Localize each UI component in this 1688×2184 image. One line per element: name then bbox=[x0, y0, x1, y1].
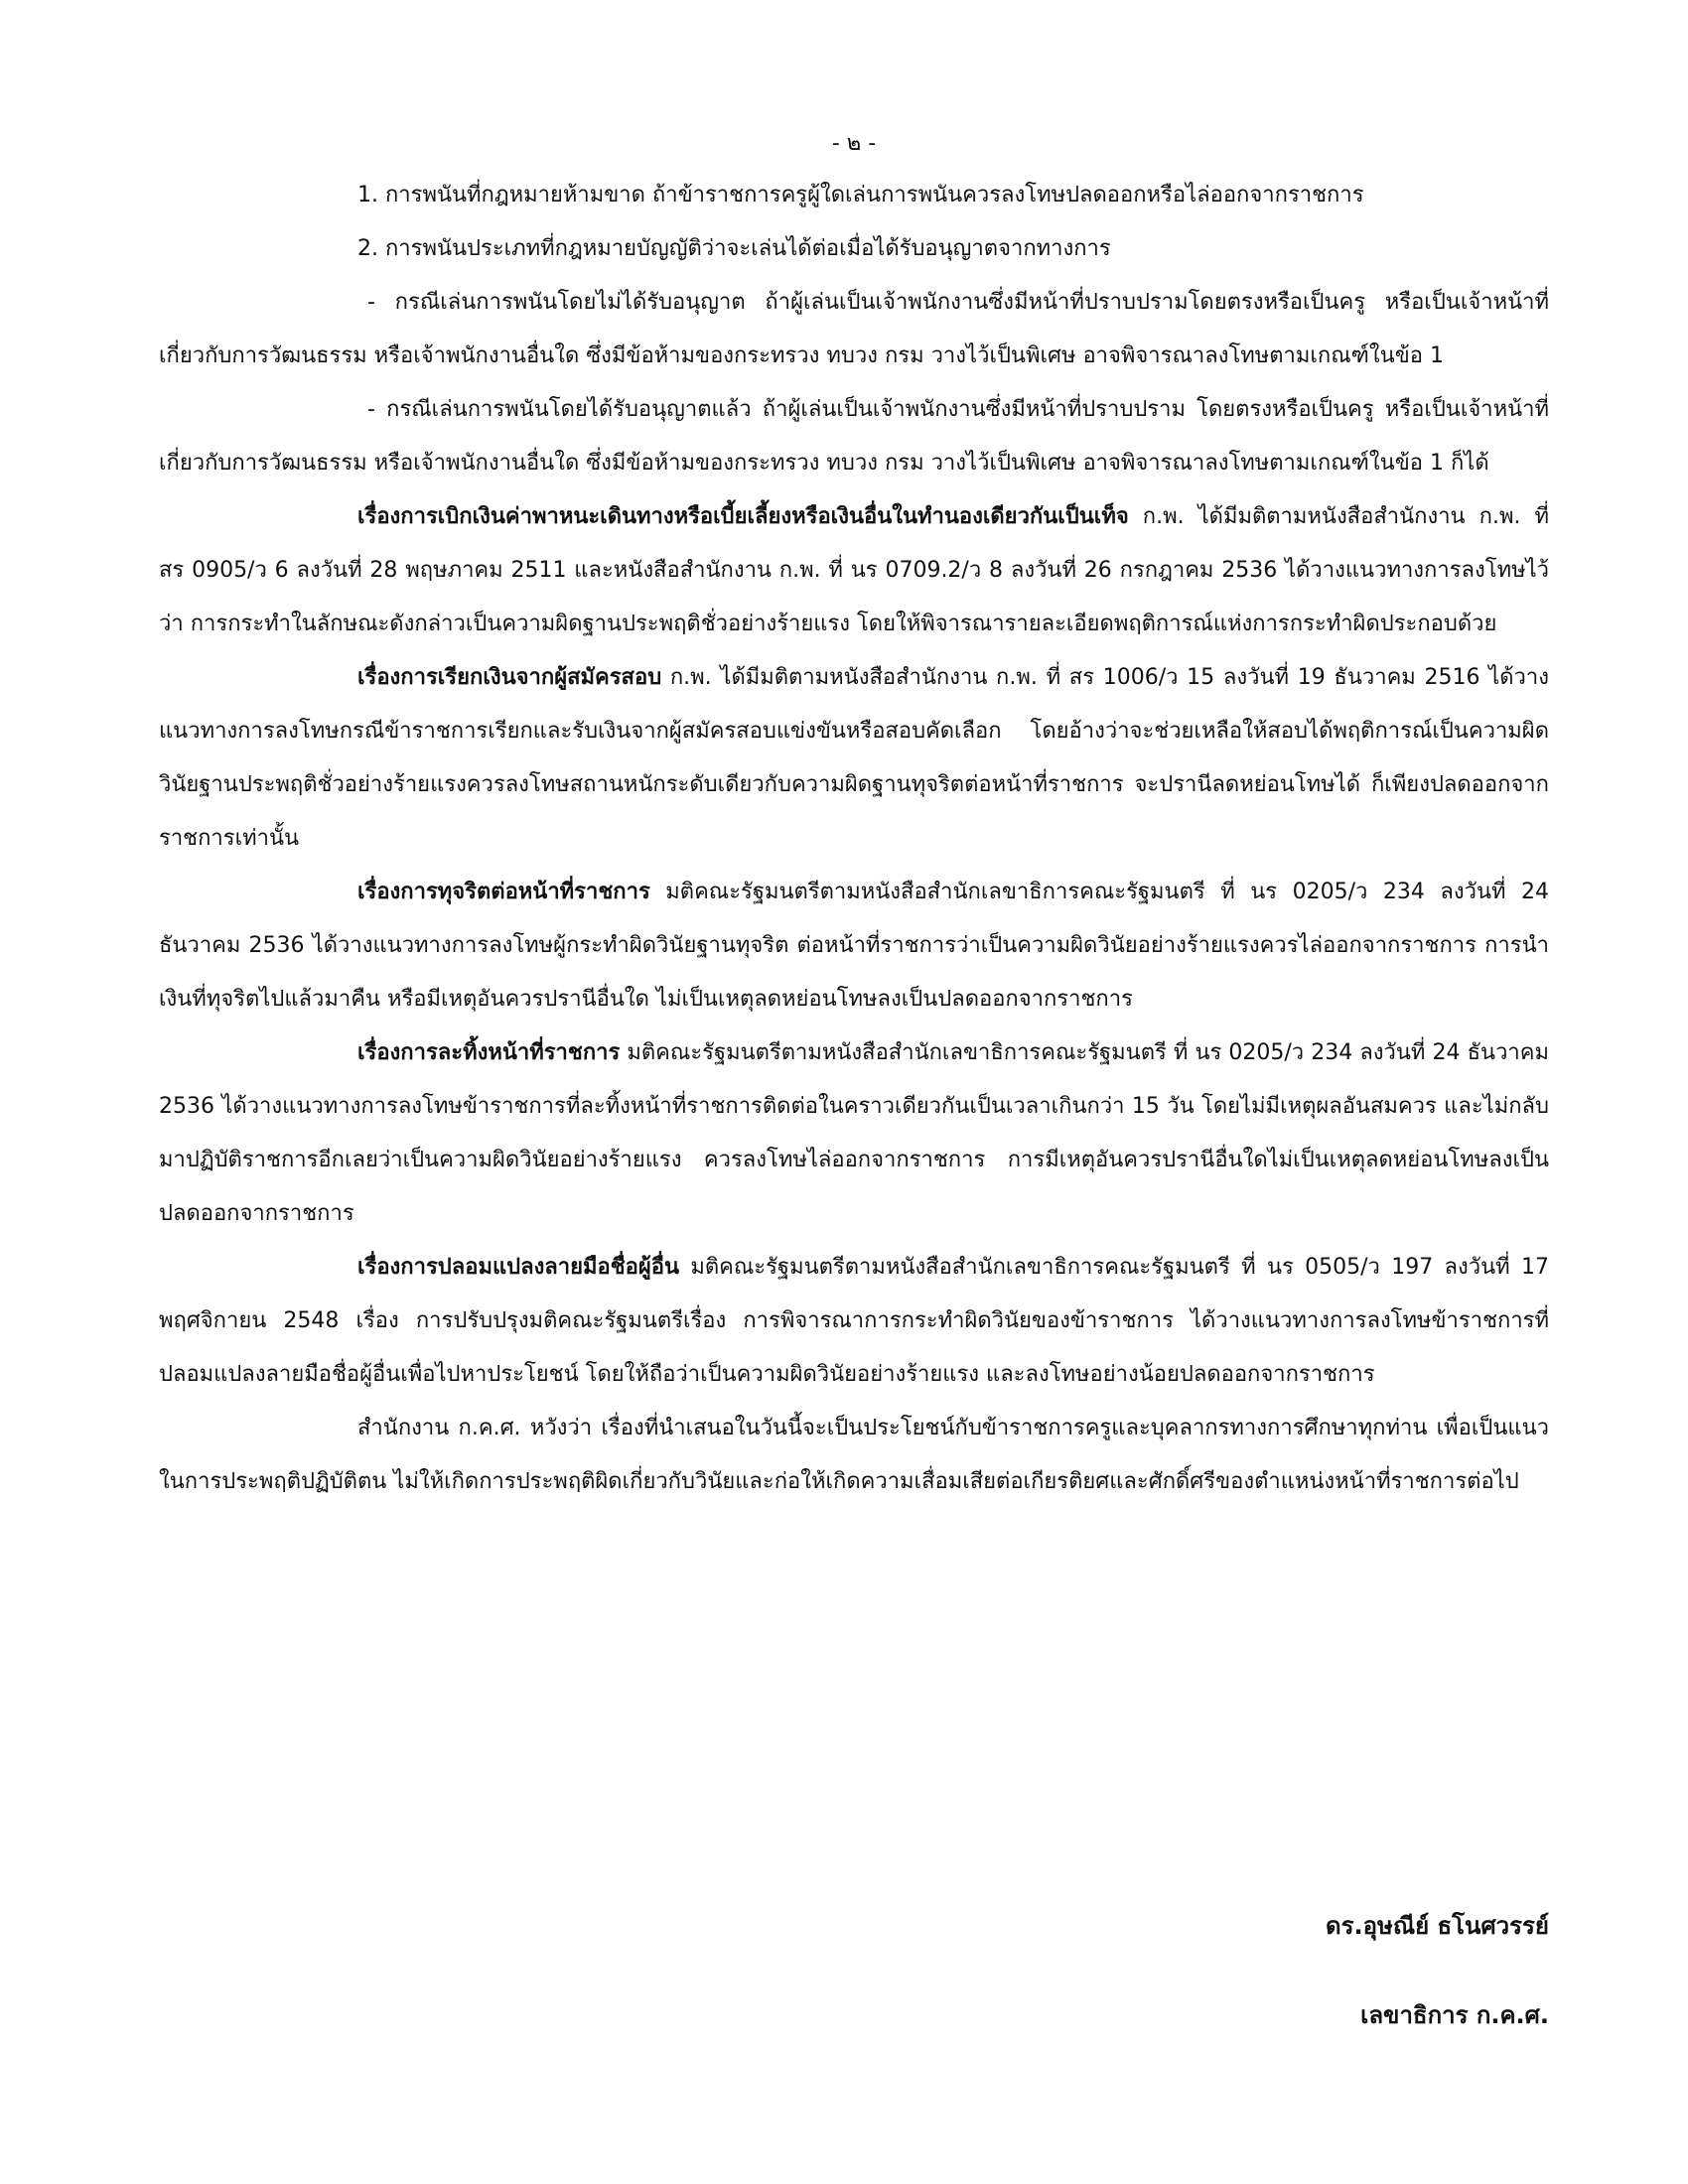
sub-item-1: - กรณีเล่นการพนันโดยไม่ได้รับอนุญาต ถ้าผู้เล่นเป็นเจ้าพนักงานซึ่งมีหน้าที่ปราบปรามโดยตรงหรือเป็นครู หรือเป็นเจ้าหน้าที่เกี่ยวกับการวัฒนธรรม หรือเจ้าพนักงานอื่นใด ซึ่งมีข้อห้ามของกระทรวง ทบวง กรม วางไว้เป็นพิเศษ อาจพิจารณาลงโทษตามเกณฑ์ในข้อ 1 bbox=[159, 290, 1549, 368]
topic-heading: เรื่องการทุจริตต่อหน้าที่ราชการ bbox=[357, 880, 650, 904]
topic-abandon-duty bbox=[159, 1026, 1549, 1241]
item-1: 1. การพนันที่กฎหมายห้ามขาด ถ้าข้าราชการครูผู้ใดเล่นการพนันควรลงโทษปลดออกหรือไล่ออกจากราชการ bbox=[357, 183, 1364, 207]
topic-body: ก.พ. ได้มีมติตามหนังสือสำนักงาน ก.พ. ที่ สร 0905/ว 6 ลงวันที่ 28 พฤษภาคม 2511 และหนังสือสำนักงาน ก.พ. ที่ นร 0709.2/ว 8 ลงวันที่ 26 กรกฎาคม 2536 ได้วางแนวทางการลงโทษไว้ว่า การกระทำในลักษณะดังกล่าวเป็นความผิดฐานประพฤติชั่วอย่างร้ายแรง โดยให้พิจารณารายละเอียดพฤติการณ์แห่งการกระทำผิดประกอบด้วย bbox=[159, 504, 1549, 636]
topic-exam-money bbox=[159, 651, 1549, 866]
signature-title: เลขาธิการ ก.ค.ศ. bbox=[1360, 2001, 1549, 2029]
topic-heading: เรื่องการปลอมแปลงลายมือชื่อผู้อื่น bbox=[357, 1255, 680, 1280]
topic-body: มติคณะรัฐมนตรีตามหนังสือสำนักเลขาธิการคณะรัฐมนตรี ที่ นร 0205/ว 234 ลงวันที่ 24 ธันวาคม 2536 ได้วางแนวทางการลงโทษผู้กระทำผิดวินัยฐานทุจริต ต่อหน้าที่ราชการว่าเป็นความผิดวินัยอย่างร้ายแรงควรไล่ออกจากราชการ การนำเงินที่ทุจริตไปแล้วมาคืน หรือมีเหตุอันควรปรานีอื่นใด ไม่เป็นเหตุลดหย่อนโทษลงเป็นปลดออกจากราชการ bbox=[159, 880, 1549, 1012]
topic-travel-allowance bbox=[159, 490, 1549, 651]
topic-body: ก.พ. ได้มีมติตามหนังสือสำนักงาน ก.พ. ที่ สร 1006/ว 15 ลงวันที่ 19 ธันวาคม 2516 ได้วางแนวทางการลงโทษกรณีข้าราชการเรียกและรับเงินจากผู้สมัครสอบแข่งขันหรือสอบคัดเลือก โดยอ้างว่าจะช่วยเหลือให้สอบได้พฤติการณ์เป็นความผิดวินัยฐานประพฤติชั่วอย่างร้ายแรงควรลงโทษสถานหนักระดับเดียวกับความผิดฐานทุจริตต่อหน้าที่ราชการ จะปรานีลดหย่อนโทษได้ ก็เพียงปลดออกจากราชการเท่านั้น bbox=[159, 665, 1549, 851]
item-2: 2. การพนันประเภทที่กฎหมายบัญญัติว่าจะเล่นได้ต่อเมื่อได้รับอนุญาตจากทางการ bbox=[357, 236, 1111, 261]
topic-heading: เรื่องการเรียกเงินจากผู้สมัครสอบ bbox=[357, 665, 662, 690]
topic-forgery bbox=[159, 1241, 1549, 1402]
topic-corruption bbox=[159, 866, 1549, 1026]
sub-item-2: - กรณีเล่นการพนันโดยได้รับอนุญาตแล้ว ถ้าผู้เล่นเป็นเจ้าพนักงานซึ่งมีหน้าที่ปราบปราม โดยตรงหรือเป็นครู หรือเป็นเจ้าหน้าที่เกี่ยวกับการวัฒนธรรม หรือเจ้าพนักงานอื่นใด ซึ่งมีข้อห้ามของกระทรวง ทบวง กรม วางไว้เป็นพิเศษ อาจพิจารณาลงโทษตามเกณฑ์ในข้อ 1 ก็ได้ bbox=[159, 397, 1549, 476]
document-page bbox=[159, 119, 1549, 2144]
closing-paragraph: สำนักงาน ก.ค.ศ. หวังว่า เรื่องที่นำเสนอในวันนี้จะเป็นประโยชน์กับข้าราชการครูและบุคลากรทางการศึกษาทุกท่าน เพื่อเป็นแนวในการประพฤติปฏิบัติตน ไม่ให้เกิดการประพฤติผิดเกี่ยวกับวินัยและก่อให้เกิดความเสื่อมเสียต่อเกียรติยศและศักดิ์ศรีของตำแหน่งหน้าที่ราชการต่อไป bbox=[159, 1416, 1549, 1494]
topic-body: มติคณะรัฐมนตรีตามหนังสือสำนักเลขาธิการคณะรัฐมนตรี ที่ นร 0505/ว 197 ลงวันที่ 17 พฤศจิกายน 2548 เรื่อง การปรับปรุงมติคณะรัฐมนตรีเรื่อง การพิจารณาการกระทำผิดวินัยของข้าราชการ ได้วางแนวทางการลงโทษข้าราชการที่ปลอมแปลงลายมือชื่อผู้อื่นเพื่อไปหาประโยชน์ โดยให้ถือว่าเป็นความผิดวินัยอย่างร้ายแรง และลงโทษอย่างน้อยปลดออกจากราชการ bbox=[159, 1255, 1549, 1387]
signature-name: ดร.อุษณีย์ ธโนศวรรย์ bbox=[1325, 1912, 1549, 1940]
topic-body: มติคณะรัฐมนตรีตามหนังสือสำนักเลขาธิการคณะรัฐมนตรี ที่ นร 0205/ว 234 ลงวันที่ 24 ธันวาคม 2536 ได้วางแนวทางการลงโทษข้าราชการที่ละทิ้งหน้าที่ราชการติดต่อในคราวเดียวกันเป็นเวลาเกินกว่า 15 วัน โดยไม่มีเหตุผลอันสมควร และไม่กลับมาปฏิบัติราชการอีกเลยว่าเป็นความผิดวินัยอย่างร้ายแรง ควรลงโทษไล่ออกจากราชการ การมีเหตุอันควรปรานีอื่นใดไม่เป็นเหตุลดหย่อนโทษลงเป็นปลดออกจากราชการ bbox=[159, 1040, 1549, 1226]
page-number: - ๒ - bbox=[831, 131, 877, 156]
topic-heading: เรื่องการเบิกเงินค่าพาหนะเดินทางหรือเบี้ยเลี้ยงหรือเงินอื่นในทำนองเดียวกันเป็นเท็จ bbox=[357, 504, 1129, 529]
topic-heading: เรื่องการละทิ้งหน้าที่ราชการ bbox=[357, 1040, 621, 1065]
